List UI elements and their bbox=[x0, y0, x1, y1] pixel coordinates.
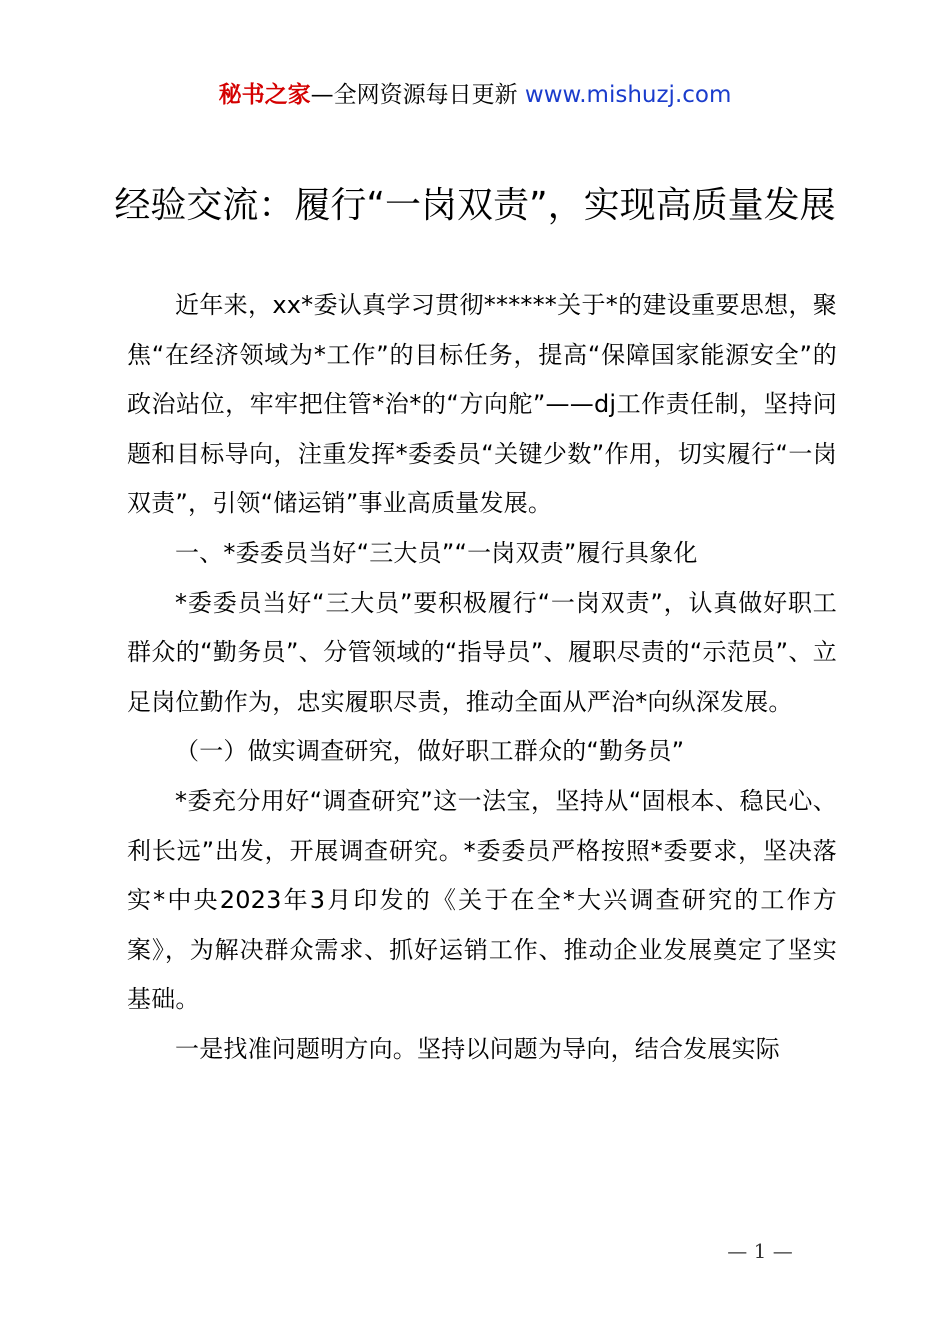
document-title: 经验交流：履行“一岗双责”，实现高质量发展 bbox=[114, 185, 836, 226]
page-number: — 1 — bbox=[727, 1239, 793, 1263]
body-paragraph-intro: 近年来，xx*委认真学习贯彻******关于*的建设重要思想，聚焦“在经济领域为*工作”的目标任务，提高“保障国家能源安全”的政治站位，牢牢把住管*治*的“方向舵”——dj工作责任制，坚持问题和目标导向，注重发挥*委委员“关键少数”作用，切实履行“一岗双责”，引领“储运销”事业高质量发展。 bbox=[127, 291, 837, 518]
document-body bbox=[127, 281, 837, 1075]
section-heading-1: 一、*委委员当好“三大员”“一岗双责”履行具象化 bbox=[175, 538, 698, 567]
body-paragraph-three-roles: *委委员当好“三大员”要积极履行“一岗双责”，认真做好职工群众的“勤务员”、分管领域的“指导员”、履职尽责的“示范员”、立足岗位勤作为，忠实履职尽责，推动全面从严治*向纵深发展。 bbox=[127, 588, 837, 716]
site-header bbox=[0, 78, 950, 112]
site-url-link[interactable]: www.mishuzj.com bbox=[524, 82, 732, 108]
body-paragraph-point-1: 一是找准问题明方向。坚持以问题为导向，结合发展实际 bbox=[175, 1034, 780, 1063]
site-brand: 秘书之家 bbox=[218, 82, 311, 108]
site-slogan: —全网资源每日更新 bbox=[310, 82, 525, 108]
body-paragraph-research: *委充分用好“调查研究”这一法宝，坚持从“固根本、稳民心、利长远”出发，开展调查研究。*委委员严格按照*委要求，坚决落实*中央2023年3月印发的《关于在全*大兴调查研究的工作方案》，为解决群众需求、抓好运销工作、推动企业发展奠定了坚实基础。 bbox=[127, 786, 837, 1014]
subsection-heading-1: （一）做实调查研究，做好职工群众的“勤务员” bbox=[175, 737, 685, 766]
